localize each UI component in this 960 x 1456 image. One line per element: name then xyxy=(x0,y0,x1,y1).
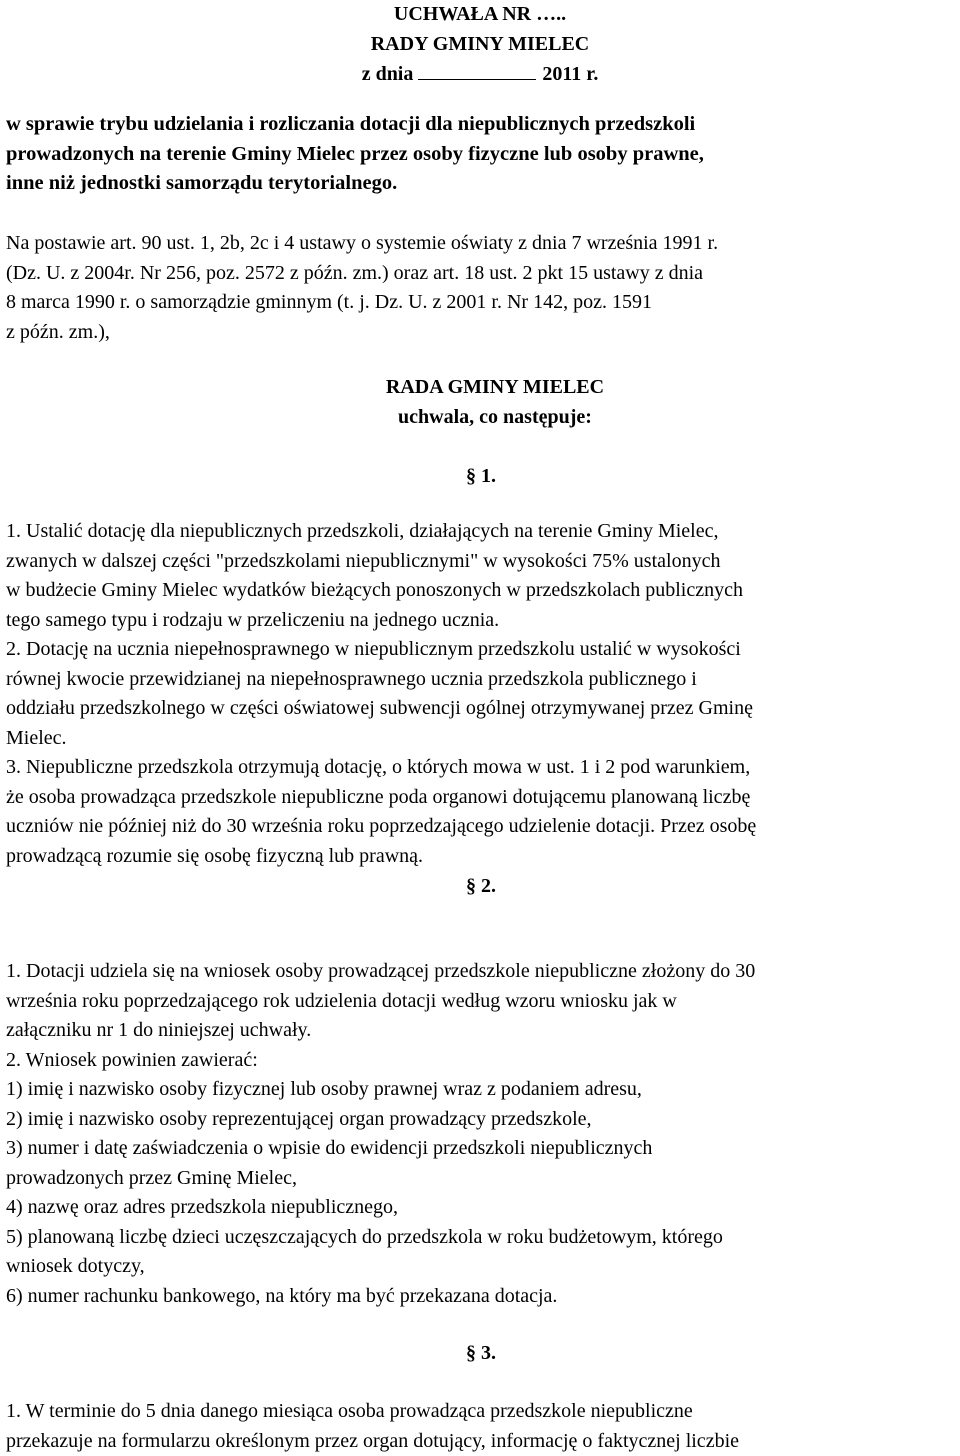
text-line: zwanych w dalszej części "przedszkolami niepublicznymi" w wysokości 75% ustalonych xyxy=(6,549,721,572)
text-line: tego samego typu i rodzaju w przeliczeniu na jednego ucznia. xyxy=(6,608,500,631)
text-line: września roku poprzedzającego rok udzielenia dotacji według wzoru wniosku jak w xyxy=(6,989,677,1012)
council-title: RADA GMINY MIELEC xyxy=(385,376,605,398)
resolves-text: uchwala, co następuje: xyxy=(398,405,592,428)
text-line: 6) numer rachunku bankowego, na który ma być przekazana dotacja. xyxy=(6,1284,558,1307)
subject-line: prowadzonych na terenie Gminy Mielec przez osoby fizyczne lub osoby prawne, xyxy=(6,142,704,165)
text-line: 2. Dotację na ucznia niepełnosprawnego w niepublicznym przedszkolu ustalić w wysokości xyxy=(6,638,741,660)
text-line: 4) nazwę oraz adres przedszkola niepublicznego, xyxy=(6,1196,399,1218)
text-line: prowadzącą rozumie się osobę fizyczną lub prawną. xyxy=(6,844,424,867)
text-line: 1. W terminie do 5 dnia danego miesiąca osoba prowadząca przedszkole niepubliczne xyxy=(6,1400,693,1422)
resolution-date xyxy=(0,59,960,89)
text-line: Mielec. xyxy=(6,726,67,749)
subject-line: inne niż jednostki samorządu terytorialnego. xyxy=(6,172,398,194)
text-line: przekazuje na formularzu określonym przez organ dotujący, informację o faktycznej liczbie xyxy=(6,1429,739,1452)
basis-line: (Dz. U. z 2004r. Nr 256, poz. 2572 z późn. zm.) oraz art. 18 ust. 2 pkt 15 ustawy z dnia xyxy=(6,261,704,284)
text-line: 1) imię i nazwisko osoby fizycznej lub osoby prawnej wraz z podaniem adresu, xyxy=(6,1078,642,1100)
text-line: oddziału przedszkolnego w części oświatowej subwencji ogólnej otrzymywanej przez Gminę xyxy=(6,697,753,719)
section-3-title: § 3. xyxy=(466,1342,496,1364)
text-line: że osoba prowadząca przedszkole niepubliczne poda organowi dotującemu planowaną liczbę xyxy=(6,785,751,808)
section-3-body xyxy=(6,1397,954,1456)
text-line: wniosek dotyczy, xyxy=(6,1255,145,1277)
subject-line: w sprawie trybu udzielania i rozliczania dotacji dla niepublicznych przedszkoli xyxy=(6,113,696,135)
text-line: 5) planowaną liczbę dzieci uczęszczających do przedszkola w roku budżetowym, którego xyxy=(6,1225,723,1248)
section-2-body xyxy=(6,957,954,1311)
text-line: 2) imię i nazwisko osoby reprezentującej organ prowadzący przedszkole, xyxy=(6,1107,592,1130)
basis-line: 8 marca 1990 r. o samorządzie gminnym (t. j. Dz. U. z 2001 r. Nr 142, poz. 1591 xyxy=(6,291,652,313)
legal-basis xyxy=(6,229,936,347)
resolution-number: UCHWAŁA NR ….. xyxy=(393,3,567,25)
text-line: 3) numer i datę zaświadczenia o wpisie do ewidencji przedszkoli niepublicznych xyxy=(6,1137,653,1159)
text-line: 3. Niepubliczne przedszkola otrzymują dotację, o których mowa w ust. 1 i 2 pod warunkiem, xyxy=(6,756,751,778)
council-resolves xyxy=(0,373,960,432)
section-1-body xyxy=(6,517,954,871)
section-1-title: § 1. xyxy=(466,465,496,487)
text-line: równej kwocie przewidzianej na niepełnosprawnego ucznia przedszkola publicznego i xyxy=(6,667,697,690)
text-line: uczniów nie później niż do 30 września roku poprzedzającego udzielenie dotacji. Przez osobę xyxy=(6,815,757,837)
council-name: RADY GMINY MIELEC xyxy=(370,32,590,55)
text-line: prowadzonych przez Gminę Mielec, xyxy=(6,1166,297,1189)
date-year: 2011 r. xyxy=(542,63,599,85)
text-line: 1. Ustalić dotację dla niepublicznych przedszkoli, działających na terenie Gminy Mielec, xyxy=(6,520,719,542)
basis-line: z późn. zm.), xyxy=(6,320,110,343)
text-line: załączniku nr 1 do niniejszej uchwały. xyxy=(6,1019,312,1041)
date-prefix: z dnia xyxy=(361,63,414,85)
resolution-subject xyxy=(6,110,946,199)
text-line: 1. Dotacji udziela się na wniosek osoby prowadzącej przedszkole niepubliczne złożony do 30 xyxy=(6,960,756,982)
basis-line: Na postawie art. 90 ust. 1, 2b, 2c i 4 ustawy o systemie oświaty z dnia 7 września 1991 r. xyxy=(6,232,719,254)
document-header xyxy=(0,0,960,89)
section-2-title: § 2. xyxy=(466,875,496,897)
date-blank xyxy=(418,59,536,80)
text-line: 2. Wniosek powinien zawierać: xyxy=(6,1048,258,1071)
text-line: w budżecie Gminy Mielec wydatków bieżących ponoszonych w przedszkolach publicznych xyxy=(6,579,743,601)
